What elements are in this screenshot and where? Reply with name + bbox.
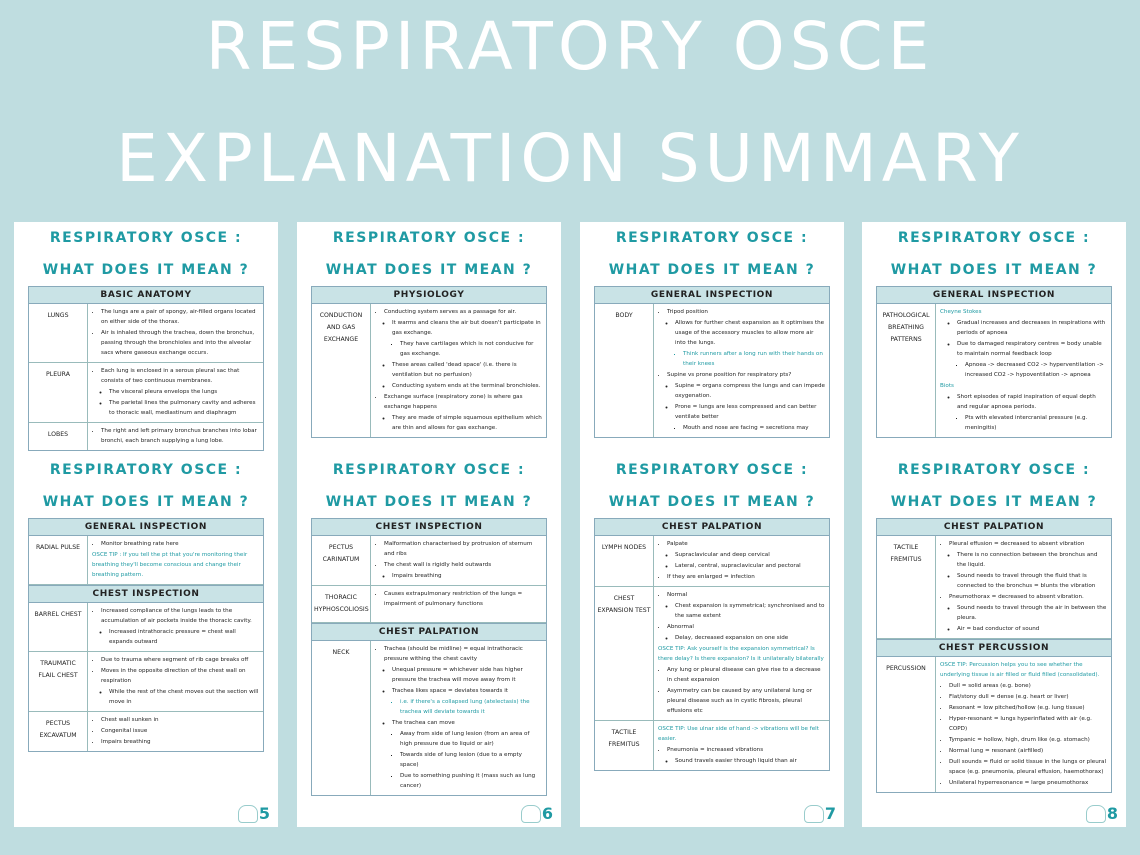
- section-header: CHEST PALPATION: [877, 519, 1111, 536]
- row-label: THORACIC HYPHOSCOLIOSIS: [312, 586, 371, 622]
- bullet-list: [940, 307, 1107, 433]
- summary-table: [311, 518, 547, 796]
- bullet-item: • Pneumonia = increased vibrations: [667, 745, 825, 755]
- bullet-list: [375, 644, 542, 791]
- bullet-item: ◦ The visceral pleura envelops the lungs: [109, 387, 259, 397]
- bullet-item: ▪ i.e. if there's a collapsed lung (atelectasis) the trachea will deviate towards it: [400, 697, 542, 717]
- bullet-item: ◦ There is no connection between the bronchus and the liquid.: [957, 550, 1107, 570]
- summary-table: [876, 286, 1112, 438]
- bullet-list: [940, 539, 1107, 634]
- page-heading-line1: RESPIRATORY OSCE :: [897, 230, 1091, 246]
- page-number: 7: [824, 804, 836, 823]
- bullet-item: • If they are enlarged = infection: [667, 572, 825, 582]
- bullet-item: ◦ The parietal lines the pulmonary cavity and adheres to thoracic wall, mediastinum and diaphragm: [109, 398, 259, 418]
- bullet-item: ◦ Supraclavicular and deep cervical: [675, 550, 825, 560]
- bullet-item: ◦ Allows for further chest expansion as it optimises the usage of the accessory muscles to allow more air into the lungs.: [675, 318, 825, 348]
- row-content: [654, 721, 829, 770]
- table-row: [595, 536, 829, 587]
- row-content: [654, 536, 829, 586]
- table-row: [312, 536, 546, 586]
- summary-page-7: [580, 222, 844, 827]
- bullet-item: • Causes extrapulmonary restriction of the lungs = impairment of pulmonary functions: [384, 589, 542, 609]
- table-row: [312, 304, 546, 437]
- bullet-item: • Monitor breathing rate here: [101, 539, 259, 549]
- row-content: [88, 712, 263, 751]
- bullet-item: ▪ Apnoea -> decreased CO2 -> hyperventilation -> increased CO2 -> hypoventilation -> apnoea: [965, 360, 1107, 380]
- section-header: GENERAL INSPECTION: [877, 287, 1111, 304]
- page-heading-line2: WHAT DOES IT MEAN ?: [325, 262, 533, 278]
- section-header: BASIC ANATOMY: [29, 287, 263, 304]
- bullet-item: • The right and left primary bronchus branches into lobar bronchi, each branch supplying a lung lobe.: [101, 426, 259, 446]
- page-half-top: [297, 222, 561, 452]
- bullet-item: ◦ Gradual increases and decreases in respirations with periods of apnoea: [957, 318, 1107, 338]
- bullet-item: ◦ Sound travels easier through liquid than air: [675, 756, 825, 766]
- row-label: PLEURA: [29, 363, 88, 422]
- summary-page-8: [862, 222, 1126, 827]
- row-content: [88, 536, 263, 584]
- table-row: [29, 423, 263, 450]
- row-label: TACTILE FREMITUS: [595, 721, 654, 770]
- section-header: PHYSIOLOGY: [312, 287, 546, 304]
- row-label: BARREL CHEST: [29, 603, 88, 651]
- table-row: [29, 363, 263, 423]
- bullet-item: • Dull sounds = fluid or solid tissue in the lungs or pleural space (e.g. pneumonia, pleural effusion, haemothorax): [949, 757, 1107, 777]
- bullet-item: ◦ Unequal pressure = whichever side has higher pressure the trachea will move away from it: [392, 665, 542, 685]
- bullet-list: [658, 307, 825, 433]
- table-row: [877, 657, 1111, 792]
- bullet-item: ◦ Air = bad conductor of sound: [957, 624, 1107, 634]
- row-content: [88, 363, 263, 422]
- bullet-list: [92, 426, 259, 446]
- page-half-top: [580, 222, 844, 452]
- bullet-item: ◦ Lateral, central, supraclavicular and pectoral: [675, 561, 825, 571]
- bullet-item: • Pneumothorax = decreased to absent vibration.: [949, 592, 1107, 602]
- bullet-item: • Congenital issue: [101, 726, 259, 736]
- row-content: [936, 536, 1111, 638]
- summary-table: [594, 286, 830, 438]
- bullet-item: OSCE TIP : If you tell the pt that you're monitoring their breathing they'll become conscious and change their breathing pattern.: [92, 552, 248, 578]
- section-header: GENERAL INSPECTION: [595, 287, 829, 304]
- row-label: PECTUS EXCAVATUM: [29, 712, 88, 751]
- bullet-item: • Chest wall sunken in: [101, 715, 259, 725]
- bullet-list: [658, 724, 825, 766]
- bullet-item: OSCE TIP: Use ulnar side of hand -> vibrations will be felt easier.: [658, 726, 819, 742]
- lungs-icon: [804, 805, 824, 823]
- bullet-item: • Tympanic = hollow, high, drum like (e.g. stomach): [949, 735, 1107, 745]
- page-heading-line1: RESPIRATORY OSCE :: [49, 462, 243, 478]
- row-content: [88, 652, 263, 711]
- row-label: LUNGS: [29, 304, 88, 362]
- bullet-item: ◦ Sound needs to travel through the air in between the pleura.: [957, 603, 1107, 623]
- page-heading-line1: RESPIRATORY OSCE :: [49, 230, 243, 246]
- bullet-list: [92, 655, 259, 707]
- bullet-item: • Palpate: [667, 539, 825, 549]
- row-label: BODY: [595, 304, 654, 437]
- row-content: [88, 603, 263, 651]
- lungs-icon: [521, 805, 541, 823]
- bullet-item: • Dull = solid areas (e.g. bone): [949, 681, 1107, 691]
- row-content: [371, 536, 546, 585]
- row-label: RADIAL PULSE: [29, 536, 88, 584]
- bullet-list: [92, 539, 259, 580]
- bullet-list: [92, 366, 259, 418]
- bullet-item: ◦ The trachea can move: [392, 718, 542, 728]
- page-half-bot: [14, 454, 278, 827]
- bullet-item: OSCE TIP: Ask yourself is the expansion symmetrical? Is there delay? Is there expansion? Is it unilaterally bilaterally: [658, 646, 824, 662]
- bullet-item: ◦ Short episodes of rapid inspiration of equal depth and regular apnoea periods.: [957, 392, 1107, 412]
- page-heading-line2: WHAT DOES IT MEAN ?: [42, 494, 250, 510]
- bullet-list: [375, 307, 542, 433]
- summary-page-6: [297, 222, 561, 827]
- page-heading-line1: RESPIRATORY OSCE :: [332, 230, 526, 246]
- row-content: [936, 657, 1111, 792]
- bullet-item: • Malformation characterised by protrusion of sternum and ribs: [384, 539, 542, 559]
- section-header: CHEST PALPATION: [312, 623, 546, 641]
- bullet-item: ◦ Chest expansion is symmetrical; synchronised and to the same extent: [675, 601, 825, 621]
- page-half-bot: [580, 454, 844, 827]
- bullet-item: • Abnormal: [667, 622, 825, 632]
- bullet-item: • Any lung or pleural disease can give rise to a decrease in chest expansion: [667, 665, 825, 685]
- section-header: CHEST INSPECTION: [312, 519, 546, 536]
- page-number: 5: [258, 804, 270, 823]
- section-header: CHEST INSPECTION: [29, 585, 263, 603]
- table-row: [877, 536, 1111, 639]
- summary-page-5: [14, 222, 278, 827]
- row-content: [936, 304, 1111, 437]
- hero-title-line1: RESPIRATORY OSCE: [205, 8, 935, 85]
- section-header: GENERAL INSPECTION: [29, 519, 263, 536]
- bullet-list: [375, 589, 542, 609]
- summary-table: [28, 518, 264, 752]
- bullet-item: ▪ Towards side of lung lesion (due to a empty space): [400, 750, 542, 770]
- page-half-top: [14, 222, 278, 452]
- row-label: LYMPH NODES: [595, 536, 654, 586]
- row-label: PECTUS CARINATUM: [312, 536, 371, 585]
- bullet-item: • Flat/stony dull = dense (e.g. heart or liver): [949, 692, 1107, 702]
- bullet-item: • The chest wall is rigidly held outwards: [384, 560, 542, 570]
- row-label: PERCUSSION: [877, 657, 936, 792]
- table-row: [595, 587, 829, 721]
- bullet-list: [658, 590, 825, 716]
- page-heading-line2: WHAT DOES IT MEAN ?: [42, 262, 250, 278]
- bullet-item: ◦ Supine = organs compress the lungs and can impede oxygenation.: [675, 381, 825, 401]
- bullet-item: ◦ Impairs breathing: [392, 571, 542, 581]
- row-content: [371, 641, 546, 795]
- bullet-item: • Trachea (should be midline) = equal intrathoracic pressure withing the chest cavity: [384, 644, 542, 664]
- table-row: [29, 536, 263, 585]
- row-label: LOBES: [29, 423, 88, 450]
- bullet-item: ◦ Due to damaged respiratory centres = body unable to maintain normal feedback loop: [957, 339, 1107, 359]
- bullet-list: [92, 715, 259, 747]
- bullet-item: • The lungs are a pair of spongy, air-filled organs located on either side of the thorax.: [101, 307, 259, 327]
- bullet-item: ◦ Delay, decreased expansion on one side: [675, 633, 825, 643]
- table-row: [595, 304, 829, 437]
- lungs-icon: [238, 805, 258, 823]
- bullet-item: ◦ While the rest of the chest moves out the section will move in: [109, 687, 259, 707]
- summary-table: [594, 518, 830, 771]
- hero-title-line2: EXPLANATION SUMMARY: [116, 120, 1024, 197]
- row-label: TRAUMATIC FLAIL CHEST: [29, 652, 88, 711]
- page-heading-line1: RESPIRATORY OSCE :: [615, 230, 809, 246]
- bullet-item: ◦ Conducting system ends at the terminal bronchioles.: [392, 381, 542, 391]
- row-content: [371, 586, 546, 622]
- table-row: [29, 712, 263, 751]
- bullet-list: [940, 660, 1107, 788]
- table-row: [29, 304, 263, 363]
- bullet-item: ◦ It warms and cleans the air but doesn't participate in gas exchange.: [392, 318, 542, 338]
- table-row: [877, 304, 1111, 437]
- bullet-item: ◦ They are made of simple squamous epithelium which are thin and allows for gas exchange.: [392, 413, 542, 433]
- page-number: 8: [1106, 804, 1118, 823]
- lungs-icon: [1086, 805, 1106, 823]
- bullet-item: ◦ Increased intrathoracic pressure = chest wall expands outward: [109, 627, 259, 647]
- section-header: CHEST PALPATION: [595, 519, 829, 536]
- row-content: [371, 304, 546, 437]
- page-heading-line2: WHAT DOES IT MEAN ?: [608, 262, 816, 278]
- bullet-item: ◦ Sound needs to travel through the fluid that is connected to the bronchus = blunts the vibration: [957, 571, 1107, 591]
- bullet-item: ▪ Think runners after a long run with their hands on their knees: [683, 349, 825, 369]
- page-heading-line1: RESPIRATORY OSCE :: [897, 462, 1091, 478]
- bullet-item: • Supine vs prone position for respiratory pts?: [667, 370, 825, 380]
- row-content: [654, 587, 829, 720]
- table-row: [595, 721, 829, 770]
- bullet-item: OSCE TIP: Percussion helps you to see whether the underlying tissue is air filled or fluid filled (consolidated).: [940, 662, 1100, 678]
- page-heading-line1: RESPIRATORY OSCE :: [615, 462, 809, 478]
- bullet-item: • Unilateral hyperresonance = large pneumothorax: [949, 778, 1107, 788]
- bullet-item: • Pleural effusion = decreased to absent vibration: [949, 539, 1107, 549]
- row-label: NECK: [312, 641, 371, 795]
- bullet-item: ▪ Mouth and nose are facing = secretions may: [683, 423, 825, 433]
- bullet-item: • Tripod position: [667, 307, 825, 317]
- summary-table: [28, 286, 264, 451]
- page-heading-line2: WHAT DOES IT MEAN ?: [325, 494, 533, 510]
- page-half-bot: [862, 454, 1126, 827]
- row-label: CHEST EXPANSION TEST: [595, 587, 654, 720]
- bullet-item: ▪ Due to something pushing it (mass such as lung cancer): [400, 771, 542, 791]
- bullet-item: • Due to trauma where segment of rib cage breaks off: [101, 655, 259, 665]
- bullet-item: Cheyne Stokes: [940, 309, 982, 315]
- bullet-item: ◦ Prone = lungs are less compressed and can better ventilate better: [675, 402, 825, 422]
- bullet-item: • Impairs breathing: [101, 737, 259, 747]
- bullet-item: • Conducting system serves as a passage for air.: [384, 307, 542, 317]
- table-row: [312, 586, 546, 623]
- bullet-item: • Hyper-resonant = lungs hyperinflated with air (e.g. COPD): [949, 714, 1107, 734]
- bullet-item: • Normal lung = resonant (airfilled): [949, 746, 1107, 756]
- row-label: CONDUCTION AND GAS EXCHANGE: [312, 304, 371, 437]
- bullet-item: ▪ They have cartilages which is not conducive for gas exchange.: [400, 339, 542, 359]
- row-content: [654, 304, 829, 437]
- summary-table: [311, 286, 547, 438]
- bullet-item: Biots: [940, 383, 954, 389]
- bullet-item: • Resonant = low pitched/hollow (e.g. lung tissue): [949, 703, 1107, 713]
- page-number: 6: [541, 804, 553, 823]
- bullet-item: • Exchange surface (respiratory zone) is where gas exchange happens: [384, 392, 542, 412]
- bullet-item: • Increased compliance of the lungs leads to the accumulation of air pockets inside the thoracic cavity.: [101, 606, 259, 626]
- bullet-item: ◦ Trachea likes space = deviates towards it: [392, 686, 542, 696]
- row-label: PATHOLOGICAL BREATHING PATTERNS: [877, 304, 936, 437]
- bullet-item: • Each lung is enclosed in a serous pleural sac that consists of two continuous membranes.: [101, 366, 259, 386]
- bullet-item: ◦ These areas called 'dead space' (i.e. there is ventilation but no perfusion): [392, 360, 542, 380]
- page-heading-line2: WHAT DOES IT MEAN ?: [608, 494, 816, 510]
- bullet-item: ▪ Away from side of lung lesion (from an area of high pressure due to liquid or air): [400, 729, 542, 749]
- table-row: [312, 641, 546, 795]
- bullet-list: [658, 539, 825, 582]
- row-content: [88, 423, 263, 450]
- bullet-item: ▪ Pts with elevated intercranial pressure (e.g. meningitis): [965, 413, 1107, 433]
- bullet-item: • Air is inhaled through the trachea, down the bronchus, passing through the bronchioles and into the alveolar sacs where gaseous exchange occurs.: [101, 328, 259, 358]
- bullet-item: • Moves in the opposite direction of the chest wall on respiration: [101, 666, 259, 686]
- table-row: [29, 652, 263, 712]
- table-row: [29, 603, 263, 652]
- page-heading-line2: WHAT DOES IT MEAN ?: [890, 494, 1098, 510]
- page-half-bot: [297, 454, 561, 827]
- page-half-top: [862, 222, 1126, 452]
- bullet-item: • Asymmetry can be caused by any unilateral lung or pleural disease such as in cystic fibrosis, pleural effusions etc: [667, 686, 825, 716]
- bullet-list: [92, 307, 259, 358]
- row-content: [88, 304, 263, 362]
- row-label: TACTILE FREMITUS: [877, 536, 936, 638]
- bullet-list: [92, 606, 259, 647]
- bullet-item: • Normal: [667, 590, 825, 600]
- page-heading-line1: RESPIRATORY OSCE :: [332, 462, 526, 478]
- page-heading-line2: WHAT DOES IT MEAN ?: [890, 262, 1098, 278]
- section-header: CHEST PERCUSSION: [877, 639, 1111, 657]
- summary-table: [876, 518, 1112, 793]
- bullet-list: [375, 539, 542, 581]
